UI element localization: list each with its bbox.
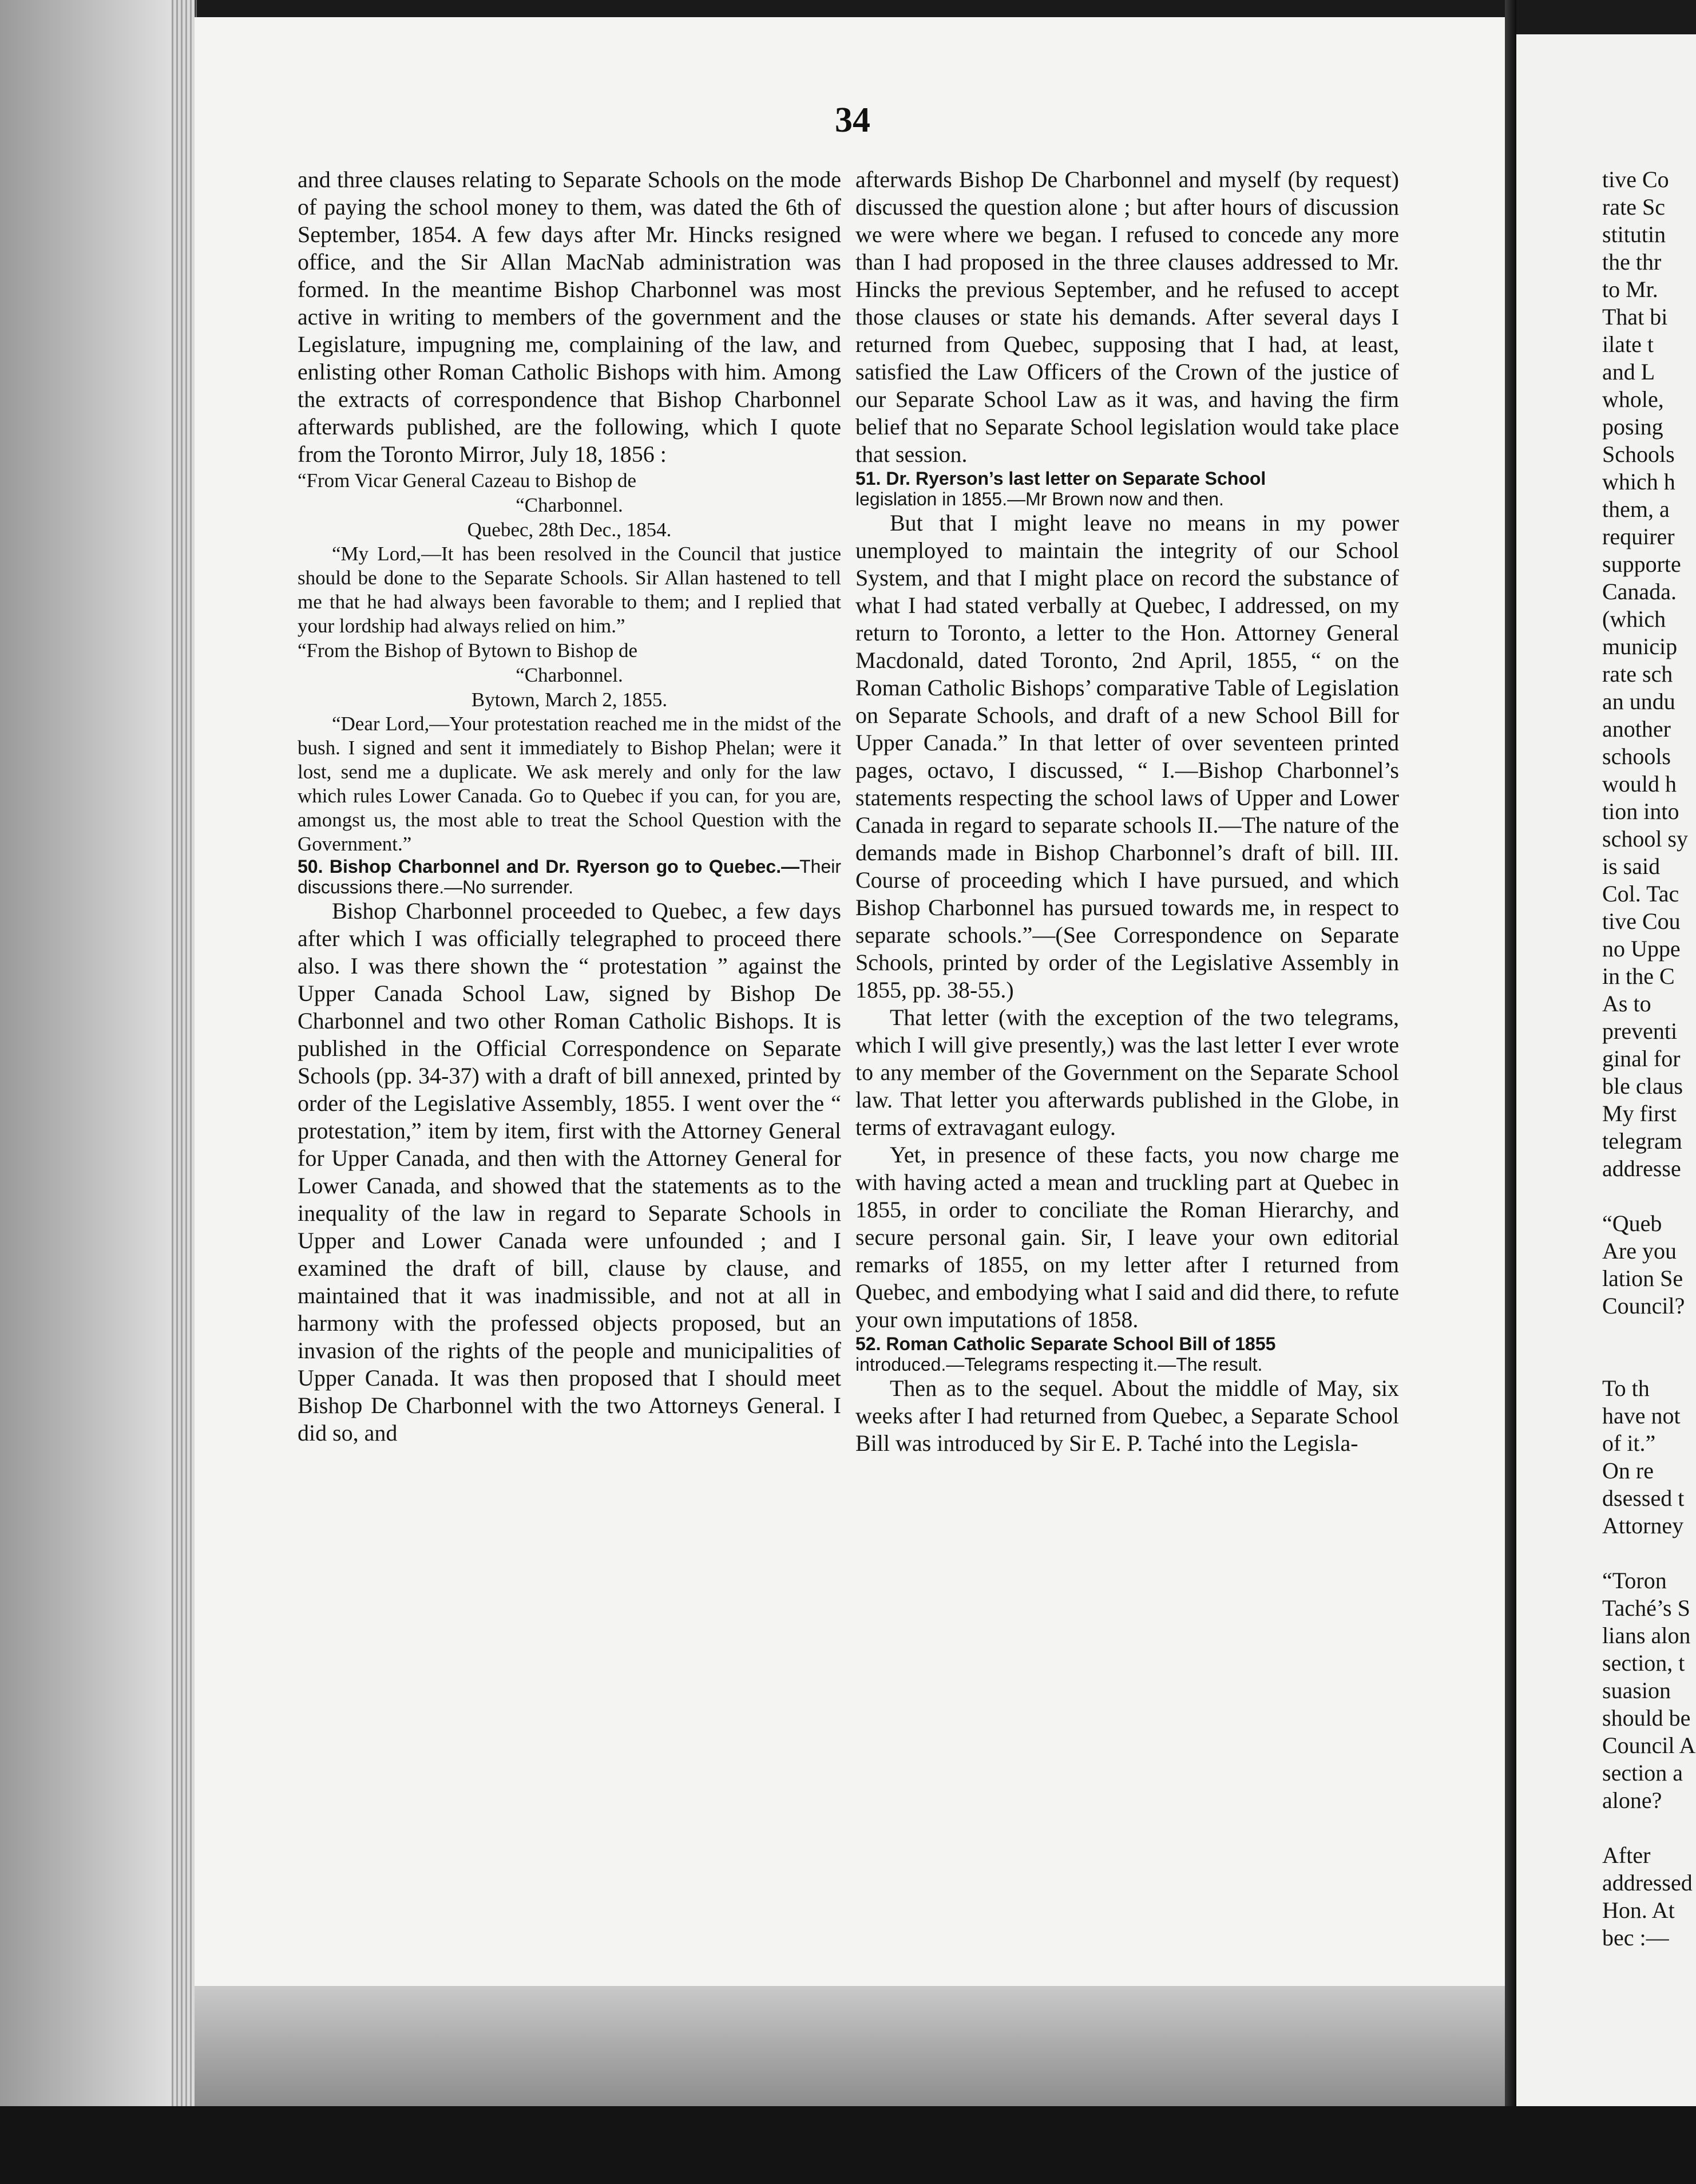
clipped-line: tion into [1602,798,1679,824]
clipped-line: ilate t [1602,331,1654,357]
clipped-line: in the C [1602,963,1675,989]
section-title: 50. Bishop Charbonnel and Dr. Ryerson go to Quebec.— [298,856,800,877]
clipped-line: is said [1602,853,1661,879]
clipped-line: Schools [1602,441,1675,467]
section-heading-50 [298,856,841,897]
book-gutter [1505,0,1516,2184]
quote-body: “My Lord,—It has been resolved in the Council that justice should be done to the Separate Schools. Sir Allan hastened to tell me that he had always been favorable to them; and I replied that your lordship had always relied on him.” [298,543,841,637]
clipped-line: would h [1602,771,1677,797]
clipped-line: lians alon [1602,1623,1691,1648]
quote-heading-cont: “Charbonnel. [516,664,623,686]
clipped-line [1602,1814,1696,1842]
paragraph: Then as to the sequel. About the middle of May, six weeks after I had returned from Quebec, a Separate School Bill was introduced by Sir E. P. Taché into the Legisla- [855,1375,1399,1456]
clipped-line: school sy [1602,826,1688,852]
quote-heading-cont: “Charbonnel. [516,494,623,516]
clipped-line: Canada. [1602,579,1677,604]
page-bottom-shadow [195,1986,1505,2106]
clipped-line: should be [1602,1705,1691,1731]
section-subtitle: introduced.—Telegrams respecting it.—The result. [855,1354,1263,1375]
clipped-line: tive Co [1602,167,1669,192]
page-edges [172,0,197,2184]
clipped-line: which h [1602,469,1675,494]
section-heading-52 [855,1334,1399,1375]
clipped-line: addressed [1602,1870,1693,1896]
section-subtitle: legislation in 1855.—Mr Brown now and then. [855,489,1224,509]
quotation-bytown [298,638,841,856]
clipped-line: Council? [1602,1293,1685,1319]
clipped-line: ble claus [1602,1073,1683,1099]
clipped-line: Council A [1602,1732,1696,1758]
quote-body: “Dear Lord,—Your protestation reached me in the midst of the bush. I signed and sent it immediately to Bishop Phelan; were it lost, send me a duplicate. We ask merely and only for the law which rules Lower Canada. Go to Quebec if you can, for you are, amongst us, the most able to treat the School Question with the Government.” [298,713,841,855]
clipped-line: Hon. At [1602,1897,1675,1923]
clipped-line: the thr [1602,249,1662,275]
quote-date: Bytown, March 2, 1855. [471,689,668,711]
clipped-line [1602,1320,1696,1347]
section-heading-51 [855,468,1399,509]
paragraph: and three clauses relating to Separate Schools on the mode of paying the school money to them, was dated the 6th of September, 1854. A few days after Mr. Hincks resigned office, and the Sir Allan MacNab administration was formed. In the meantime Bishop Charbonnel was most active in writing to members of the government and the Legislature, impugning me, complaining of the law, and enlisting other Roman Catholic Bishops with him. Among the extracts of correspondence that Bishop Charbonnel afterwards published, are the following, which I quote from the Toronto Mirror, July 18, 1856 : [298,167,841,467]
clipped-line [1602,1540,1696,1567]
clipped-line: have not [1602,1403,1681,1429]
clipped-line: rate sch [1602,661,1673,687]
clipped-line: As to [1602,991,1651,1016]
clipped-line: That bi [1602,304,1668,330]
clipped-line: dsessed t [1602,1485,1685,1511]
clipped-line: lation Se [1602,1265,1683,1291]
paragraph: afterwards Bishop De Charbonnel and myself (by request) discussed the question alone ; but after hours of discussion we were where we began. I refused to concede any more than I had proposed in the three clauses addressed to Mr. Hincks the previous September, and he refused to accept those clauses or state his demands. After several days I returned from Quebec, supposing that I had, at least, satisfied the Law Officers of the Crown of the justice of our Separate School Law as it was, and having the firm belief that no Separate School legislation would take place that session. [855,167,1399,467]
paragraph: Yet, in presence of these facts, you now charge me with having acted a mean and truckling part at Quebec in 1855, in order to conciliate the Roman Hierarchy, and secure personal gain. Sir, I leave your own editorial remarks of 1855, on my letter after I returned from Quebec, and embodying what I said and did there, to refute your own imputations of 1858. [855,1142,1399,1332]
clipped-line: municip [1602,634,1678,659]
clipped-line: no Uppe [1602,936,1681,962]
facing-page-clipped-column [1602,166,1696,1952]
clipped-line: another [1602,716,1671,742]
clipped-line: supporte [1602,551,1681,577]
clipped-line: Attorney [1602,1513,1684,1538]
quote-heading: “From the Bishop of Bytown to Bishop de [298,639,638,662]
section-title: 52. Roman Catholic Separate School Bill of 1855 [855,1334,1276,1354]
clipped-line [1602,1182,1696,1210]
clipped-line: To th [1602,1375,1650,1401]
clipped-line: rate Sc [1602,194,1665,220]
clipped-line: and L [1602,359,1655,385]
clipped-line: stitutin [1602,221,1666,247]
paragraph: Bishop Charbonnel proceeded to Quebec, a few days after which I was officially telegraphed to proceed there also. I was there shown the “ protestation ” against the Upper Canada School Law, signed by Bishop De Charbonnel and two other Roman Catholic Bishops. It is published in the Official Correspondence on Separate Schools (pp. 34-37) with a draft of bill annexed, printed by order of the Legislative Assembly, 1855. I went over the “ protestation,” item by item, first with the Attorney General for Upper Canada, and then with the Attorney General for Lower Canada, and showed that the statements as to the inequality of the law in regard to Separate Schools in Upper and Lower Canada were unfounded ; and I examined the draft of bill, clause by clause, and maintained that it was inadmissible, and not at all in harmony with the professed objects proposed, but an invasion of the rights of the people and municipalities of Upper Canada. It was then proposed that I should meet Bishop De Charbonnel with the two Attorneys General. I did so, and [298,898,841,1446]
clipped-line: bec :— [1602,1925,1669,1950]
clipped-line: suasion [1602,1677,1671,1703]
clipped-line: “Toron [1602,1568,1667,1593]
clipped-line: After [1602,1842,1651,1868]
quote-date: Quebec, 28th Dec., 1854. [467,519,672,541]
paragraph: That letter (with the exception of the two telegrams, which I will give presently,) was the last letter I ever wrote to any member of the Government on the Separate School law. That letter you afterwards published in the Globe, in terms of extravagant eulogy. [855,1004,1399,1140]
clipped-line: whole, [1602,386,1664,412]
clipped-line: of it.” [1602,1430,1656,1456]
clipped-line: alone? [1602,1787,1662,1813]
clipped-line: preventi [1602,1018,1678,1044]
section-subtitle: Their discussions there.—No surrender. [298,856,841,897]
clipped-line: them, a [1602,496,1670,522]
quote-heading: “From Vicar General Cazeau to Bishop de [298,469,637,492]
page-number: 34 [835,101,870,140]
clipped-line: My first [1602,1101,1677,1126]
quotation-cazeau [298,468,841,638]
book-spine-shadow [0,0,195,2184]
clipped-line: (which [1602,606,1666,632]
clipped-line: “Queb [1602,1210,1662,1236]
clipped-line: Taché’s S [1602,1595,1690,1621]
clipped-line: an undu [1602,689,1675,714]
clipped-line: Col. Tac [1602,881,1679,907]
clipped-line: requirer [1602,524,1675,549]
clipped-line: posing [1602,414,1663,440]
clipped-line: telegram [1602,1128,1682,1154]
clipped-line: schools [1602,743,1671,769]
clipped-line: addresse [1602,1156,1681,1181]
clipped-line [1602,1347,1696,1375]
clipped-line: Are you [1602,1238,1677,1264]
clipped-line: tive Cou [1602,908,1681,934]
scan-border [0,2106,1696,2184]
clipped-line: to Mr. [1602,276,1658,302]
left-text-column [298,166,841,1447]
right-text-column [855,166,1399,1457]
clipped-line: On re [1602,1458,1654,1483]
paragraph: But that I might leave no means in my power unemployed to maintain the integrity of our School System, and that I might place on record the substance of what I had stated verbally at Quebec, I addressed, on my return to Toronto, a letter to the Hon. Attorney General Macdonald, dated Toronto, 2nd April, 1855, “ on the Roman Catholic Bishops’ comparative Table of Legislation on Separate Schools, and draft of a new School Bill for Upper Canada.” In that letter of over seventeen printed pages, octavo, I discussed, “ I.—Bishop Charbonnel’s statements respecting the school laws of Upper and Lower Canada in regard to separate schools II.—The nature of the demands made in Bishop Charbonnel’s draft of bill. III. Course of proceeding which I have pursued, and which Bishop Charbonnel has pursued towards me, in respect to separate schools.”—(See Correspondence on Separate Schools, printed by order of the Legislative Assembly in 1855, pp. 38-55.) [855,510,1399,1003]
clipped-line: section, t [1602,1650,1685,1676]
section-title: 51. Dr. Ryerson’s last letter on Separate School [855,468,1266,489]
clipped-line: section a [1602,1760,1683,1786]
clipped-line: ginal for [1602,1046,1681,1071]
